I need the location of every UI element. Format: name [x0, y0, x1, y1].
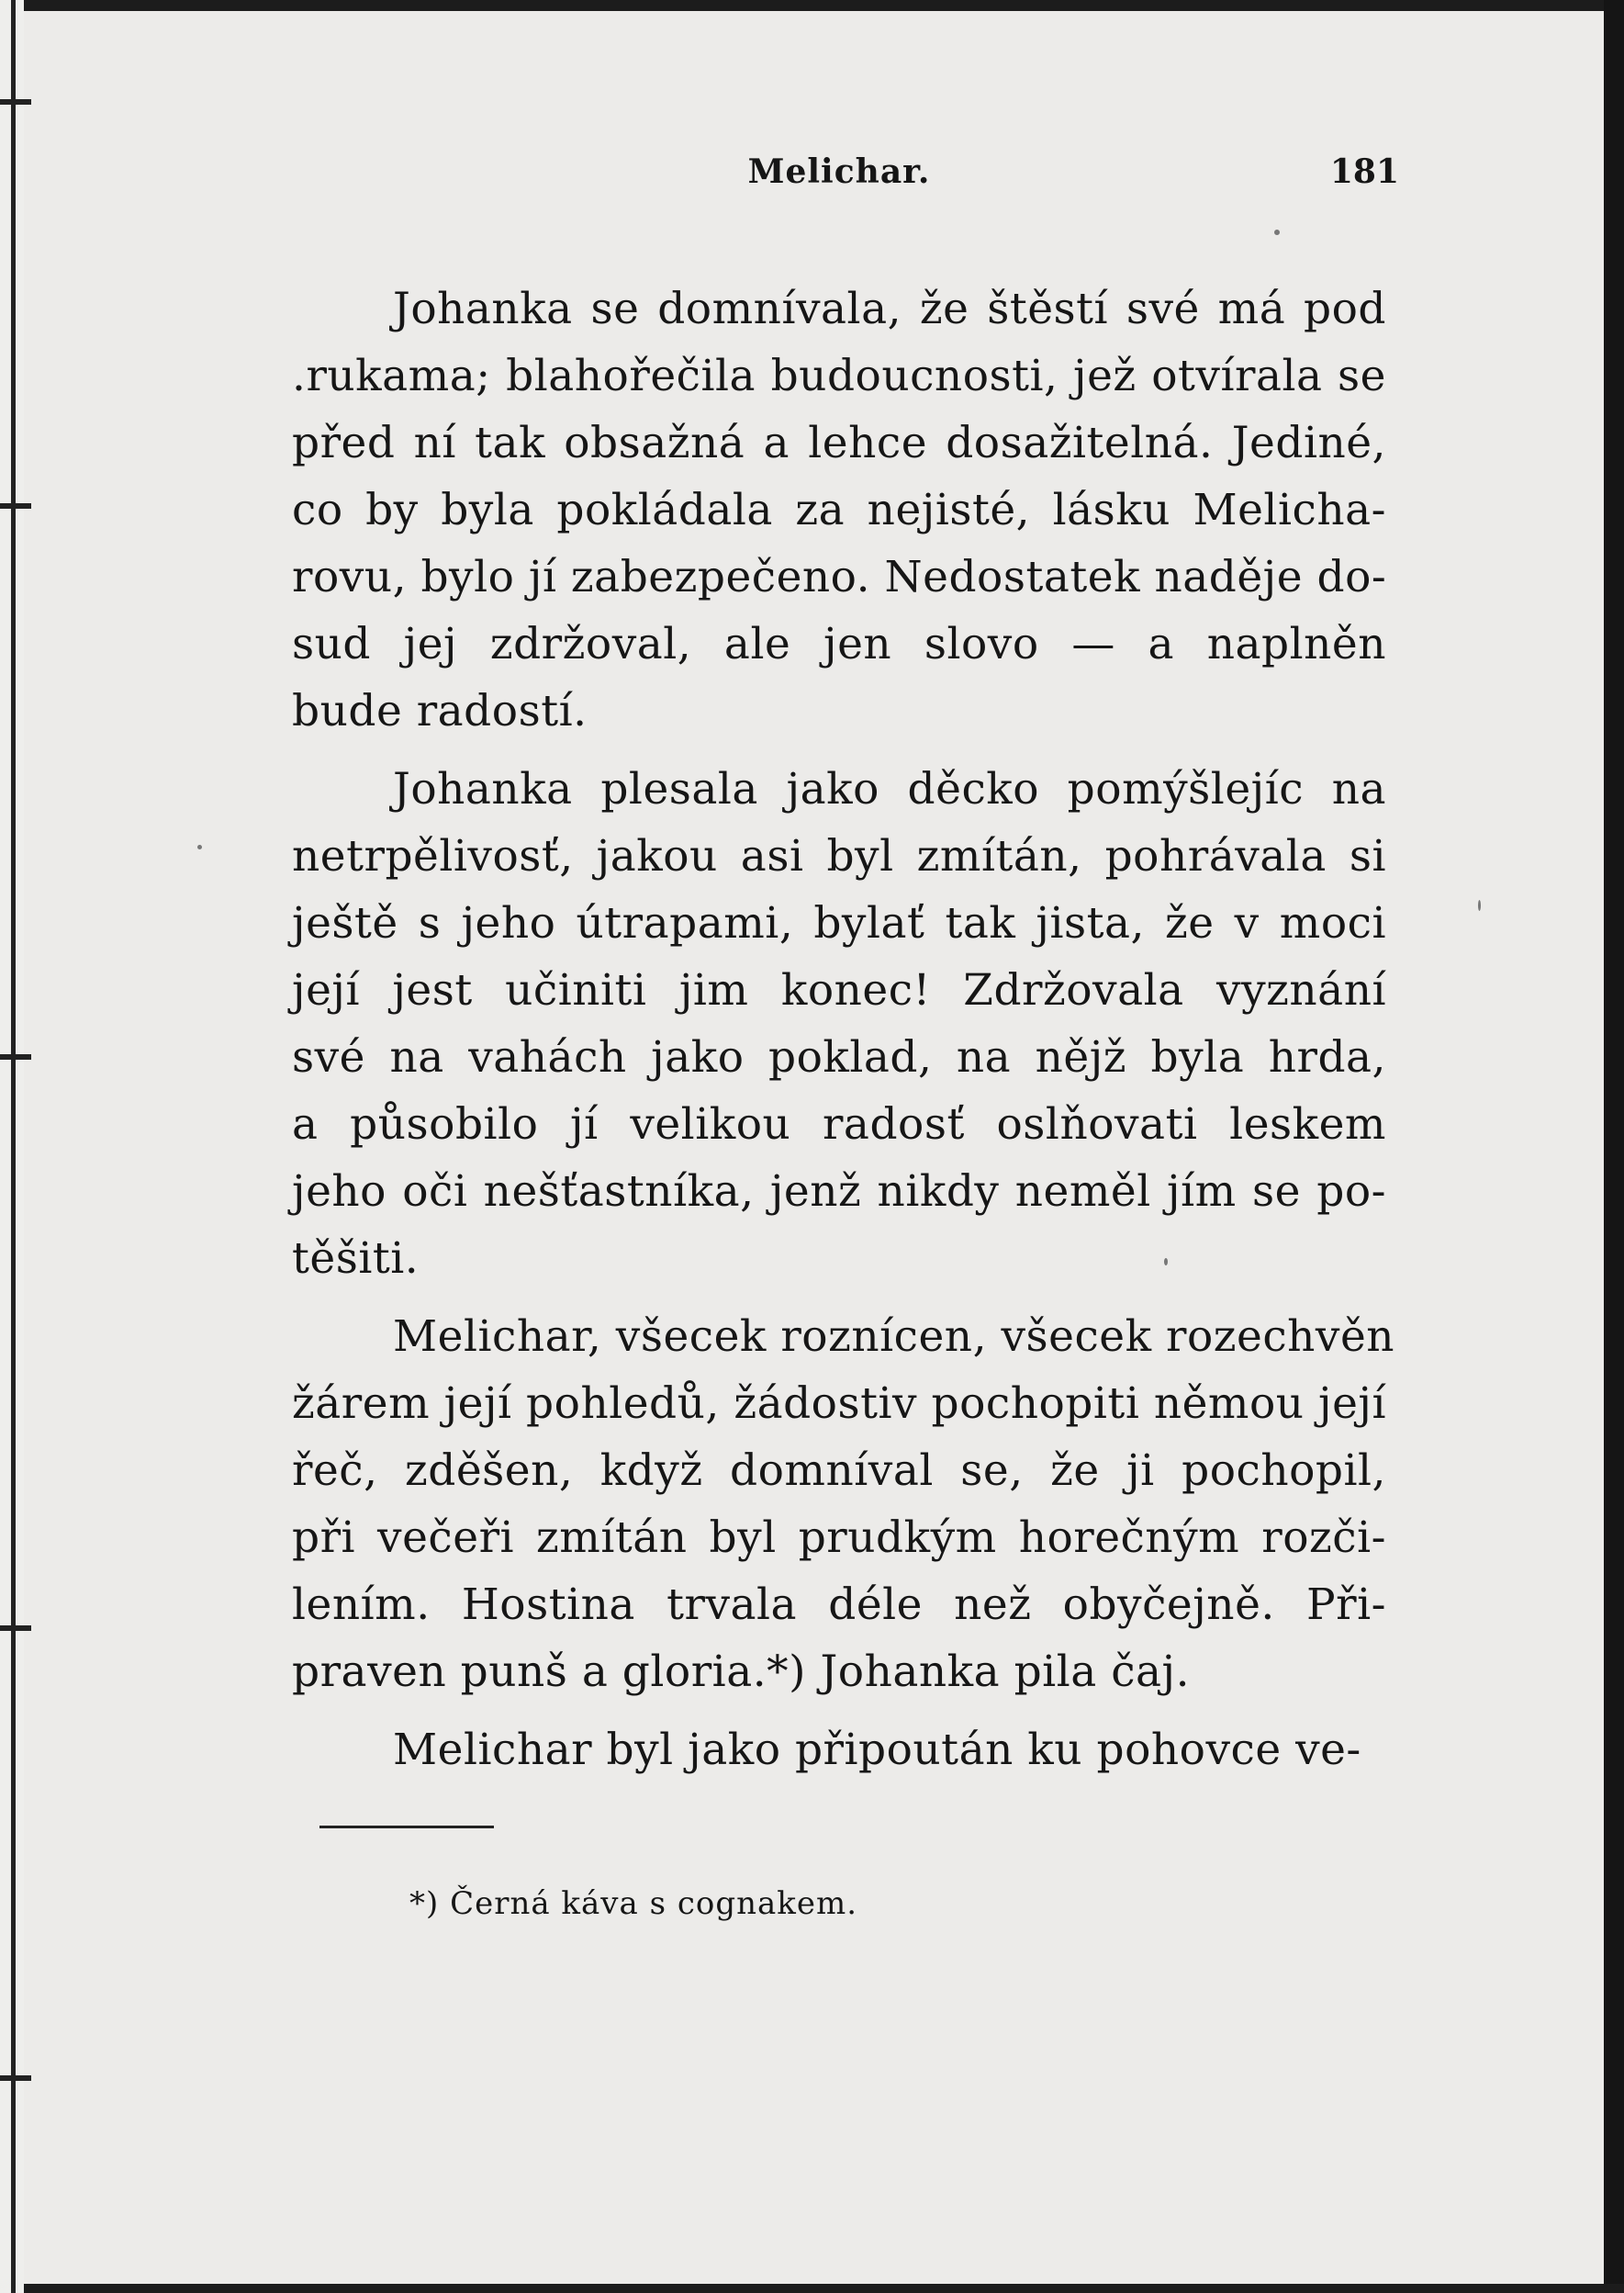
text-line: před ní tak obsažná a lehce dosažitelná. Jediné, — [292, 418, 1386, 468]
text-line: bude radostí. — [292, 686, 588, 736]
running-head — [292, 138, 1399, 211]
text-line: její jest učiniti jim konec! Zdržovala vyznání — [292, 965, 1386, 1016]
text-line: rovu, bylo jí zabezpečeno. Nedostatek naděje do- — [292, 552, 1387, 602]
text-line: praven punš a gloria.*) Johanka pila čaj. — [292, 1647, 1191, 1697]
paragraph — [292, 275, 1386, 745]
text-line: sud jej zdržoval, ale jen slovo — a naplněn — [292, 619, 1386, 669]
paper-speck — [1478, 900, 1481, 911]
text-line: netrpělivosť, jakou asi byl zmítán, pohrávala si — [292, 831, 1386, 882]
text-line: řeč, zděšen, když domníval se, že ji pochopil, — [292, 1445, 1386, 1496]
text-line: při večeři zmítán byl prudkým horečným rozči- — [292, 1512, 1386, 1563]
binding-mark — [0, 1054, 31, 1060]
scan-frame-bottom — [0, 2284, 1624, 2293]
body-text — [292, 275, 1395, 1783]
text-line: lením. Hostina trvala déle než obyčejně. Při- — [292, 1579, 1386, 1630]
text-line: Melichar, všecek roznícen, všecek rozechvěn — [393, 1311, 1395, 1362]
book-page — [292, 138, 1399, 1922]
scan-frame-right — [1604, 0, 1624, 2293]
footnote: *) Černá káva s cognakem. — [409, 1885, 858, 1922]
text-line: své na vahách jako poklad, na nějž byla hrda, — [292, 1032, 1386, 1083]
text-line: jeho oči nešťastníka, jenž nikdy neměl jím se po- — [292, 1166, 1386, 1217]
binding-mark — [0, 1625, 31, 1631]
binding-mark — [0, 2075, 31, 2081]
binding-line — [11, 0, 16, 2293]
binding-mark — [0, 99, 31, 105]
paragraph — [292, 1303, 1395, 1705]
text-line: těšiti. — [292, 1233, 420, 1284]
paragraph — [292, 756, 1386, 1292]
text-line: ještě s jeho útrapami, bylať tak jista, že v moci — [292, 898, 1386, 949]
scan-frame-top — [0, 0, 1624, 11]
paper-speck — [197, 845, 202, 849]
text-line: žárem její pohledů, žádostiv pochopiti němou její — [292, 1378, 1386, 1429]
page-number: 181 — [1329, 152, 1399, 191]
text-line: co by byla pokládala za nejisté, lásku Melicha- — [292, 485, 1386, 535]
text-line: Melichar byl jako připoután ku pohovce ve- — [393, 1725, 1361, 1775]
text-line: .rukama; blahořečila budoucnosti, jež otvírala se — [292, 351, 1386, 401]
binding-mark — [0, 503, 31, 509]
text-line: Johanka se domnívala, že štěstí své má pod — [393, 284, 1386, 334]
footnote-rule — [319, 1826, 494, 1828]
binding-edge — [0, 0, 24, 2293]
text-line: a působilo jí velikou radosť oslňovati leskem — [292, 1099, 1386, 1150]
running-title: Melichar. — [747, 152, 931, 191]
paragraph — [292, 1716, 1386, 1783]
text-line: Johanka plesala jako děcko pomýšlejíc na — [393, 764, 1386, 815]
